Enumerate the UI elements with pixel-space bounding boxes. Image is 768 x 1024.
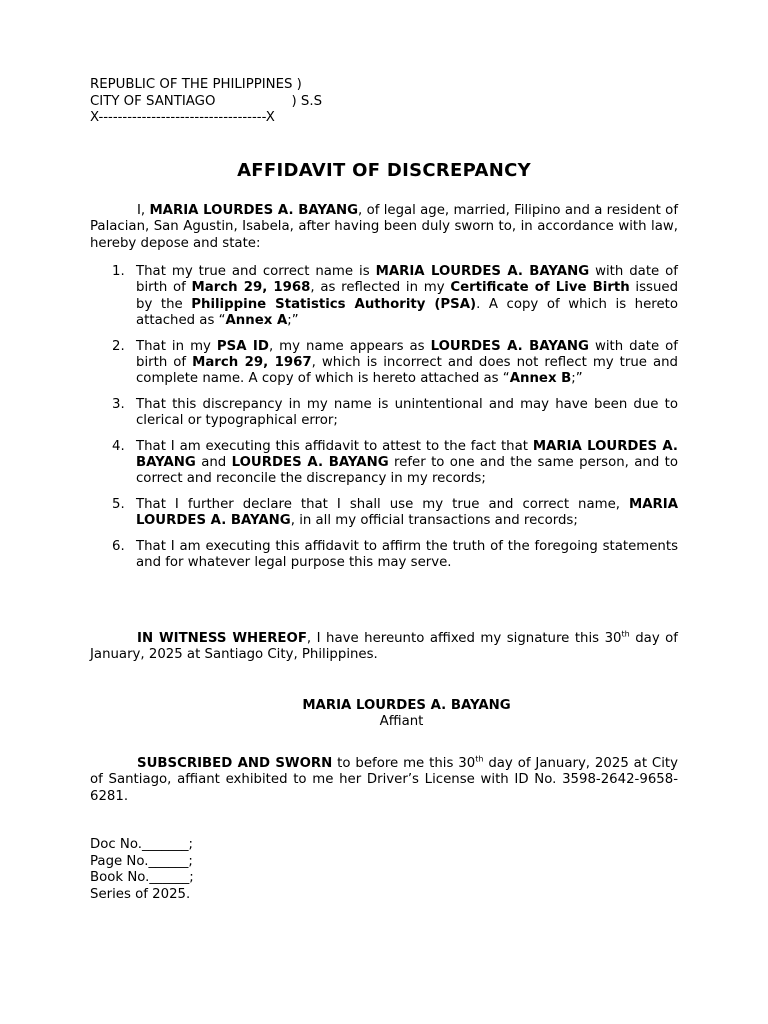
notarial-register [90, 837, 194, 903]
intro-paragraph [90, 203, 678, 252]
jurat-ordinal: th [475, 754, 484, 764]
statement-bold: LOURDES A. BAYANG [231, 455, 389, 471]
witness-text: , I have hereunto affixed my signature this 30 [306, 631, 622, 646]
statement-text: That I further declare that I shall use my true and correct name, [136, 496, 629, 512]
intro-text: , of legal age, married, Filipino and a resident of Palacian, San Agustin, Isabela, after having been duly sworn to, in accordance with law, hereby depose and state: [90, 203, 679, 251]
statement-text: , in all my official transactions and records; [290, 513, 578, 529]
jurat-paragraph [90, 756, 678, 805]
jurat-text: to before me this 30 [332, 756, 476, 771]
statement-text: That in my [136, 338, 217, 354]
page-number: Page No.______; [90, 853, 193, 869]
jurat-text-end: day of January, 2025 at City of Santiago, affiant exhibited to me her Driver’s License with ID No. 3598-2642-9658-6281. [90, 756, 678, 804]
venue-caption [90, 77, 322, 127]
statement-text: . A copy of which is hereto attached as “ [136, 296, 678, 329]
witness-paragraph [90, 631, 678, 664]
intro-prefix: I, [137, 203, 150, 218]
series-year: Series of 2025. [90, 886, 191, 902]
statements-list [90, 264, 678, 581]
statement-text: refer to one and the same person, and to correct and reconcile the discrepancy in my records; [136, 455, 678, 487]
statement-text: and [195, 455, 232, 471]
statement-text: , as reflected in my [310, 280, 451, 296]
caption-city: CITY OF SANTIAGO ) S.S [90, 93, 323, 109]
statement-bold: PSA ID [216, 338, 269, 354]
statement-number: 2. [112, 338, 125, 354]
statement-item [90, 497, 678, 530]
witness-heading: IN WITNESS WHEREOF [137, 631, 307, 646]
statement-bold: March 29, 1968 [191, 280, 311, 296]
caption-divider: X-----------------------------------X [90, 110, 275, 125]
statement-text: That this discrepancy in my name is unintentional and may have been due to clerical or typographical error; [136, 396, 678, 429]
statement-item [90, 264, 678, 330]
jurat-heading: SUBSCRIBED AND SWORN [137, 756, 333, 771]
statement-item [90, 539, 678, 572]
witness-text-end: day of January, 2025 at Santiago City, Philippines. [90, 631, 678, 663]
statement-bold: Certificate of Live Birth [450, 280, 630, 296]
statement-text: , my name appears as [268, 338, 431, 354]
document-title: AFFIDAVIT OF DISCREPANCY [237, 160, 531, 181]
statement-number: 6. [112, 538, 125, 554]
statement-text: ;” [287, 313, 299, 329]
statement-text: That I am executing this affidavit to attest to the fact that [136, 438, 533, 454]
statement-item [90, 439, 678, 488]
statement-bold: MARIA LOURDES A. BAYANG [375, 264, 590, 279]
statement-text: That my true and correct name is [136, 264, 376, 279]
statement-text: , which is incorrect and does not reflect my true and complete name. A copy of which is hereto attached as “ [136, 355, 678, 387]
witness-ordinal: th [621, 629, 630, 639]
statement-text: with date of birth of [136, 338, 678, 371]
doc-number: Doc No._______; [90, 837, 194, 852]
statement-number: 5. [112, 496, 125, 512]
statement-item [90, 339, 678, 388]
statement-text: issued by the [136, 280, 679, 312]
statement-text: ;” [571, 371, 583, 387]
book-number: Book No.______; [90, 870, 194, 886]
statement-number: 4. [112, 438, 125, 454]
statement-number: 3. [112, 396, 125, 412]
signatory-name: MARIA LOURDES A. BAYANG [302, 698, 511, 713]
caption-republic: REPUBLIC OF THE PHILIPPINES ) [90, 77, 302, 92]
signatory-role: Affiant [379, 714, 424, 730]
statement-item [90, 397, 678, 430]
affiant-name: MARIA LOURDES A. BAYANG [149, 203, 359, 218]
statement-bold: MARIA LOURDES A. BAYANG [136, 496, 678, 529]
statement-bold: March 29, 1967 [192, 355, 312, 371]
statement-number: 1. [112, 264, 125, 279]
statement-bold: Annex A [225, 313, 288, 329]
statement-bold: LOURDES A. BAYANG [430, 338, 589, 354]
statement-text: That I am executing this affidavit to affirm the truth of the foregoing statements and for whatever legal purpose this may serve. [136, 538, 678, 571]
statement-bold: MARIA LOURDES A. BAYANG [136, 438, 678, 471]
statement-text: with date of birth of [136, 264, 678, 296]
signature-block [0, 698, 768, 731]
statement-bold: Philippine Statistics Authority (PSA) [191, 296, 477, 312]
statement-bold: Annex B [509, 371, 572, 387]
